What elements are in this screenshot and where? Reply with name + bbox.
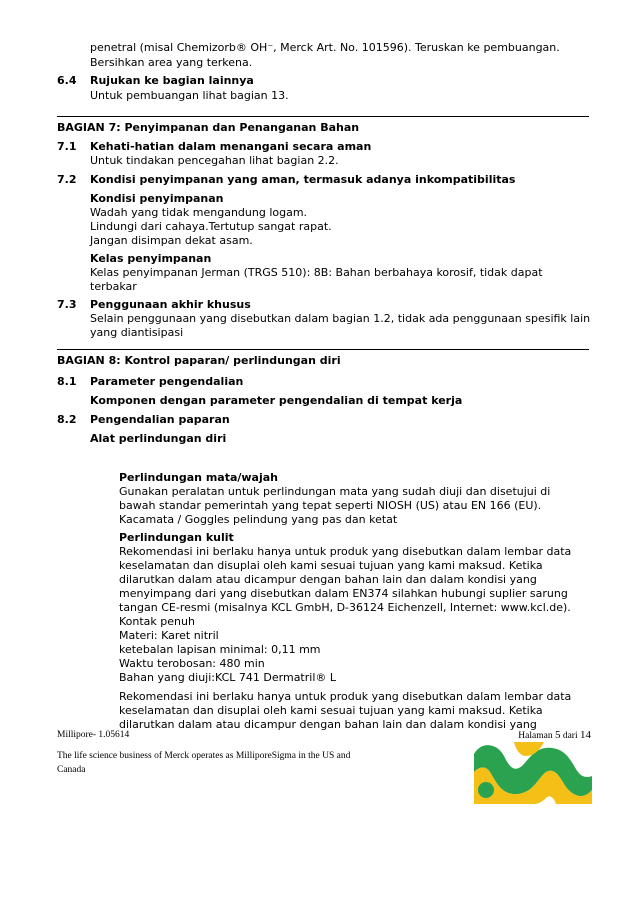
section-number: 7.2 [57, 173, 77, 186]
merck-logo [474, 742, 592, 804]
continuation-line: Bersihkan area yang terkena. [90, 56, 253, 69]
subsection-title: Kondisi penyimpanan [90, 192, 224, 205]
subsection-title: Kelas penyimpanan [90, 252, 212, 265]
text-line: Kelas penyimpanan Jerman (TRGS 510): 8B: Bahan berbahaya korosif, tidak dapat [90, 266, 543, 279]
section-title: Penggunaan akhir khusus [90, 298, 251, 311]
text-line: Wadah yang tidak mengandung logam. [90, 206, 308, 219]
logo-green-dot [478, 782, 494, 798]
section-text: Untuk tindakan pencegahan lihat bagian 2.2. [90, 154, 339, 167]
section-divider [57, 116, 589, 117]
subsection-title: Perlindungan mata/wajah [119, 471, 279, 484]
page-total: 14 [580, 729, 591, 741]
section-number: 6.4 [57, 74, 77, 87]
page-label: Halaman [518, 731, 553, 741]
page-of-label: dari [562, 731, 578, 741]
section-number: 7.3 [57, 298, 77, 311]
text-line: keselamatan dan disuplai oleh kami sesuai tujuan yang kami maksud. Ketika [119, 559, 543, 572]
text-line: Rekomendasi ini berlaku hanya untuk produk yang disebutkan dalam lembar data [119, 545, 572, 558]
text-line: ketebalan lapisan minimal: 0,11 mm [119, 643, 321, 656]
subsection-title: Perlindungan kulit [119, 531, 234, 544]
section-title: Kehati-hatian dalam menangani secara aman [90, 140, 372, 153]
text-line: Lindungi dari cahaya.Tertutup sangat rapat. [90, 220, 332, 233]
footer-product: Millipore- 1.05614 [57, 730, 130, 740]
section-text: Untuk pembuangan lihat bagian 13. [90, 89, 289, 102]
footer-page-info [518, 728, 591, 743]
text-line: terbakar [90, 280, 137, 293]
footer-company-line: The life science business of Merck operates as MilliporeSigma in the US and [57, 751, 351, 761]
section-title: Parameter pengendalian [90, 375, 244, 388]
text-line: Kacamata / Goggles pelindung yang pas dan ketat [119, 513, 398, 526]
text-line: dilarutkan dalam atau dicampur dengan bahan lain dan dalam kondisi yang [119, 573, 537, 586]
text-line: bawah standar pemerintah yang tepat seperti NIOSH (US) atau EN 166 (EU). [119, 499, 542, 512]
footer-company-line: Canada [57, 765, 86, 775]
section-heading: BAGIAN 8: Kontrol paparan/ perlindungan diri [57, 354, 341, 367]
text-line: tangan CE-resmi (misalnya KCL GmbH, D-36124 Eichenzell, Internet: www.kcl.de). [119, 601, 571, 614]
text-line: Rekomendasi ini berlaku hanya untuk produk yang disebutkan dalam lembar data [119, 690, 572, 703]
continuation-line: penetral (misal Chemizorb® OH⁻, Merck Art. No. 101596). Teruskan ke pembuangan. [90, 41, 560, 54]
section-heading: BAGIAN 7: Penyimpanan dan Penanganan Bahan [57, 121, 360, 134]
subsection-title: Komponen dengan parameter pengendalian di tempat kerja [90, 394, 463, 407]
section-number: 8.2 [57, 413, 77, 426]
text-line: Waktu terobosan: 480 min [119, 657, 265, 670]
text-line: menyimpang dari yang disebutkan dalam EN374 silahkan hubungi suplier sarung [119, 587, 568, 600]
text-line: Gunakan peralatan untuk perlindungan mata yang sudah diuji dan disetujui di [119, 485, 551, 498]
subsection-title: Alat perlindungan diri [90, 432, 227, 445]
text-line: dilarutkan dalam atau dicampur dengan bahan lain dan dalam kondisi yang [119, 718, 537, 731]
section-title: Kondisi penyimpanan yang aman, termasuk adanya inkompatibilitas [90, 173, 516, 186]
section-title: Rujukan ke bagian lainnya [90, 74, 254, 87]
text-line: yang diantisipasi [90, 326, 184, 339]
text-line: Selain penggunaan yang disebutkan dalam bagian 1.2, tidak ada penggunaan spesifik lain [90, 312, 591, 325]
section-number: 7.1 [57, 140, 77, 153]
section-number: 8.1 [57, 375, 77, 388]
section-divider [57, 349, 589, 350]
text-line: Kontak penuh [119, 615, 195, 628]
section-title: Pengendalian paparan [90, 413, 230, 426]
text-line: Jangan disimpan dekat asam. [90, 234, 253, 247]
text-line: Bahan yang diuji:KCL 741 Dermatril® L [119, 671, 337, 684]
text-line: Materi: Karet nitril [119, 629, 219, 642]
page-number: 5 [554, 729, 561, 741]
text-line: keselamatan dan disuplai oleh kami sesuai tujuan yang kami maksud. Ketika [119, 704, 543, 717]
